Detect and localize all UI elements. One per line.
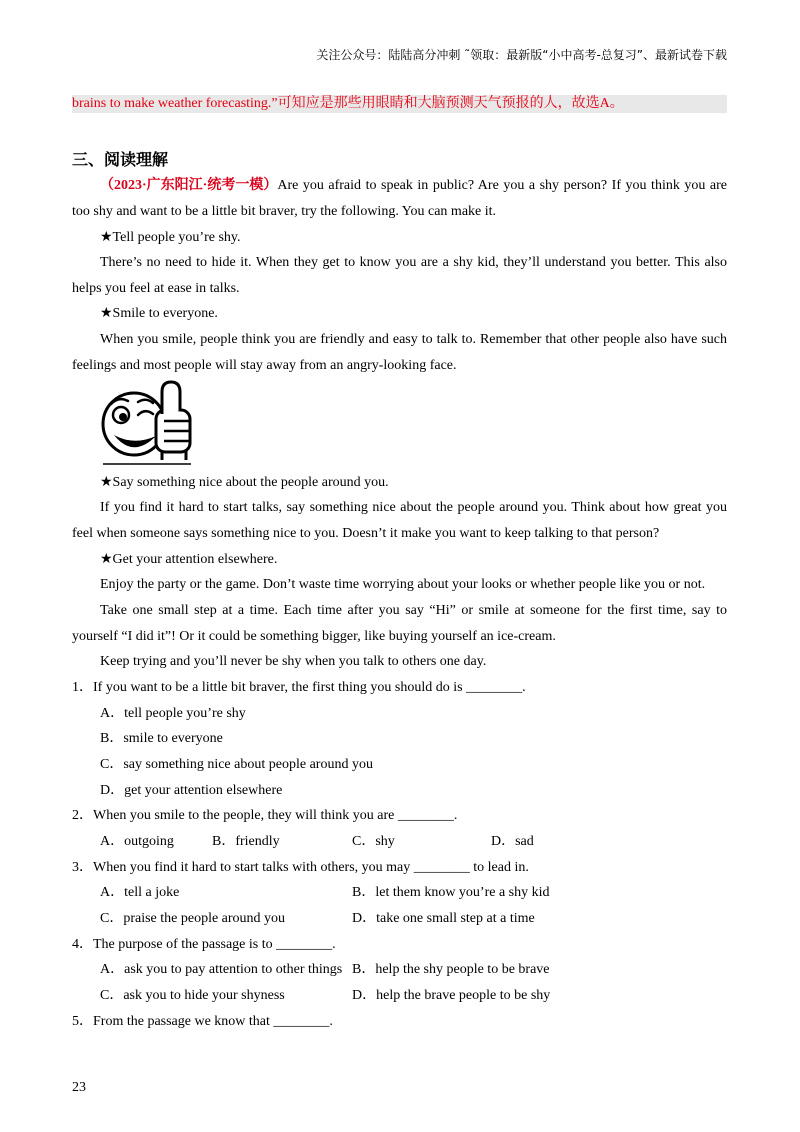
passage-line: If you find it hard to start talks, say something nice about the people around you. Think about how great you: [100, 500, 727, 516]
tip-heading: ★Smile to everyone.: [100, 306, 218, 322]
passage-intro-line: [72, 173, 727, 199]
passage-line: When you smile, people think you are friendly and easy to talk to. Remember that other people also have such: [100, 332, 727, 348]
option-row: [72, 983, 727, 1009]
option: C．ask you to hide your shyness: [100, 987, 285, 1003]
passage-intro-text: Are you afraid to speak in public? Are you a shy person? If you think you are: [277, 178, 727, 194]
option: D．help the brave people to be shy: [352, 987, 551, 1003]
option: B．help the shy people to be brave: [352, 962, 550, 978]
option-row: [72, 957, 727, 983]
passage-line: Enjoy the party or the game. Don’t waste time worrying about your looks or whether people like you or not.: [100, 577, 706, 593]
reading-passage: [72, 173, 727, 1034]
answer-explanation-text: brains to make weather forecasting.”可知应是那些用眼睛和大脑预测天气预报的人，故选A。: [72, 96, 624, 111]
option: B．friendly: [212, 834, 280, 850]
option: D．take one small step at a time: [352, 910, 535, 926]
option: B．smile to everyone: [100, 731, 223, 747]
option: A．tell a joke: [100, 885, 180, 901]
answer-explanation-highlight: [72, 95, 727, 113]
passage-line: yourself “I did it”! Or it could be something bigger, like buying yourself an ice-cream.: [72, 628, 556, 644]
page-number: 23: [72, 1080, 86, 1095]
option-row: [72, 829, 727, 855]
passage-line: There’s no need to hide it. When they get to know you are a shy kid, they’ll understand you better. This also: [100, 255, 727, 271]
question-stem: 2．When you smile to the people, they will think you are ________.: [72, 808, 458, 824]
passage-closing: Keep trying and you’ll never be shy when you talk to others one day.: [100, 654, 487, 670]
question-source: （2023·广东阳江·统考一模）: [100, 178, 278, 194]
page-header-notice: 关注公众号：陆陆高分冲刺 ˜领取：最新版“小中高考-总复习”、最新试卷下载: [316, 48, 727, 62]
tip-heading: ★Get your attention elsewhere.: [100, 551, 278, 567]
option-row: [72, 880, 727, 906]
option: A．outgoing: [100, 834, 174, 850]
passage-line: feelings and most people will stay away from an angry-looking face.: [72, 357, 457, 373]
question-stem: 3．When you find it hard to start talks with others, you may ________ to lead in.: [72, 859, 529, 875]
thumb: [162, 382, 180, 414]
passage-illustration: [72, 378, 727, 469]
option: B．let them know you’re a shy kid: [352, 885, 550, 901]
option: D．sad: [491, 834, 534, 850]
passage-line: Take one small step at a time. Each time after you say “Hi” or smile at someone for the first time, say to: [100, 603, 727, 619]
tip-heading: ★Tell people you’re shy.: [100, 229, 241, 245]
left-pupil: [119, 413, 127, 421]
question-stem: 4．The purpose of the passage is to ________.: [72, 936, 336, 952]
passage-intro-line: too shy and want to be a little bit braver, try the following. You can make it.: [72, 203, 497, 219]
option: A．tell people you’re shy: [100, 705, 246, 721]
option: C．say something nice about people around you: [100, 757, 373, 773]
option-row: [72, 906, 727, 932]
question-stem: 1．If you want to be a little bit braver, the first thing you should do is ________.: [72, 680, 526, 696]
passage-line: feel when someone says something nice to you. Doesn’t it make you want to keep talking to that person?: [72, 526, 660, 542]
option: D．get your attention elsewhere: [100, 782, 283, 798]
option: A．ask you to pay attention to other things: [100, 962, 343, 978]
winking-face-thumbs-up-icon: [100, 380, 192, 466]
question-stem: 5．From the passage we know that ________.: [72, 1013, 333, 1029]
tip-heading: ★Say something nice about the people around you.: [100, 474, 389, 490]
option: C．shy: [352, 834, 395, 850]
passage-line: helps you feel at ease in talks.: [72, 280, 240, 296]
option: C．praise the people around you: [100, 910, 286, 926]
section-title: 三、阅读理解: [72, 150, 169, 169]
